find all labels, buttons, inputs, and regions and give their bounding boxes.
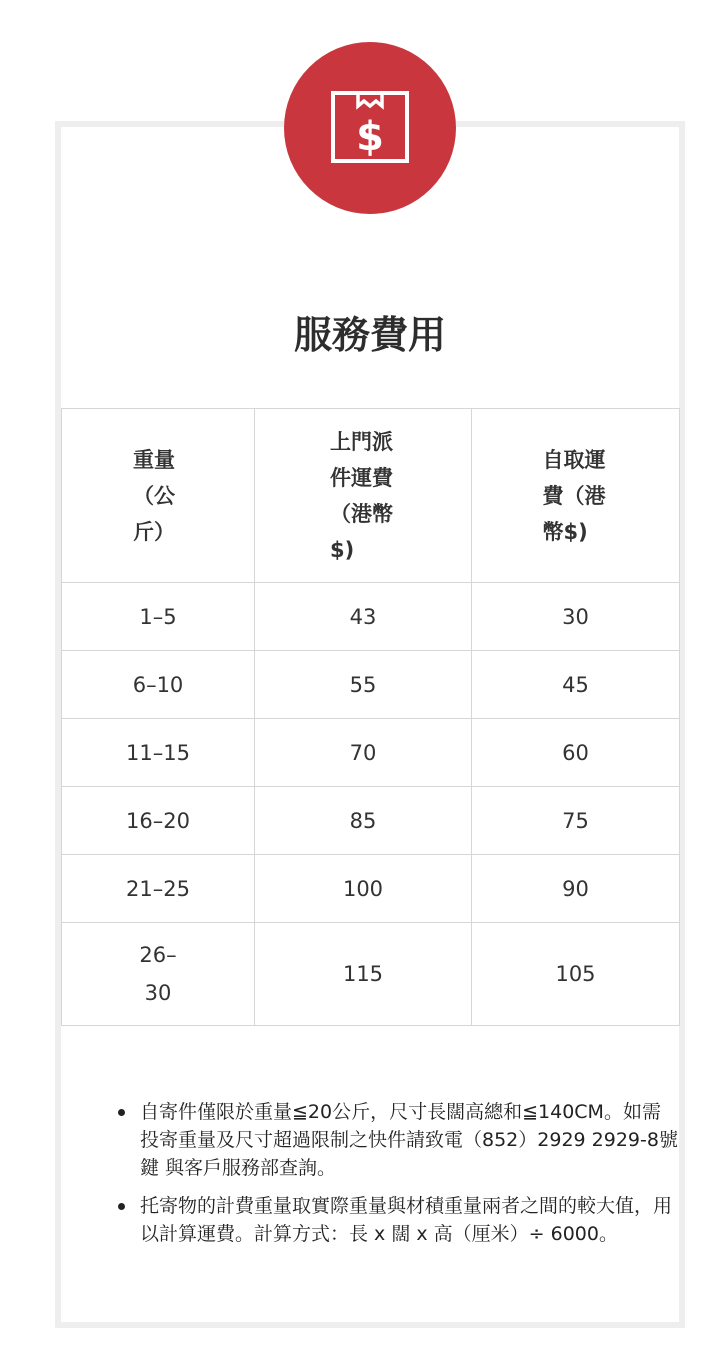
table-row: [62, 787, 680, 855]
weight-cell: 1–5: [62, 583, 255, 651]
table-header-row: [62, 409, 680, 583]
weight-cell: 21–25: [62, 855, 255, 923]
weight-cell: 16–20: [62, 787, 255, 855]
self-pickup-fee-cell: 30: [472, 583, 680, 651]
door-delivery-fee-cell: 43: [255, 583, 472, 651]
header-door-delivery-fee: 上門派件運費（港幣$): [255, 409, 472, 583]
list-item: [118, 1192, 678, 1248]
door-delivery-fee-cell: 115: [255, 923, 472, 1026]
page-title: 服務費用: [293, 313, 446, 357]
bullet-icon: [118, 1203, 125, 1210]
table-row: [62, 855, 680, 923]
self-pickup-fee-cell: 90: [472, 855, 680, 923]
table-row: [62, 583, 680, 651]
list-item: [118, 1098, 678, 1182]
header-weight: 重量（公斤）: [62, 409, 255, 583]
header-self-pickup-fee: 自取運費（港幣$): [472, 409, 680, 583]
table-row: [62, 719, 680, 787]
table-row: [62, 651, 680, 719]
self-pickup-fee-cell: 45: [472, 651, 680, 719]
service-fee-badge: [284, 42, 456, 214]
weight-cell: 26–30: [62, 923, 255, 1026]
table-row: [62, 923, 680, 1026]
weight-cell: 11–15: [62, 719, 255, 787]
door-delivery-fee-cell: 85: [255, 787, 472, 855]
svg-text:$: $: [356, 114, 384, 160]
bullet-icon: [118, 1109, 125, 1116]
door-delivery-fee-cell: 100: [255, 855, 472, 923]
note-text: 托寄物的計費重量取實際重量與材積重量兩者之間的較大值，用以計算運費。計算方式：長 x 闊 x 高（厘米）÷ 6000。: [140, 1195, 673, 1245]
door-delivery-fee-cell: 55: [255, 651, 472, 719]
self-pickup-fee-cell: 105: [472, 923, 680, 1026]
notes-list: [118, 1098, 678, 1258]
fee-table: [61, 408, 680, 1026]
self-pickup-fee-cell: 60: [472, 719, 680, 787]
self-pickup-fee-cell: 75: [472, 787, 680, 855]
dollar-box-icon: [330, 88, 410, 168]
note-text: 自寄件僅限於重量≦20公斤，尺寸長闊高總和≦140CM。如需投寄重量及尺寸超過限制之快件請致電（852）2929 2929-8號鍵 與客戶服務部查詢。: [140, 1101, 678, 1179]
weight-cell: 6–10: [62, 651, 255, 719]
door-delivery-fee-cell: 70: [255, 719, 472, 787]
